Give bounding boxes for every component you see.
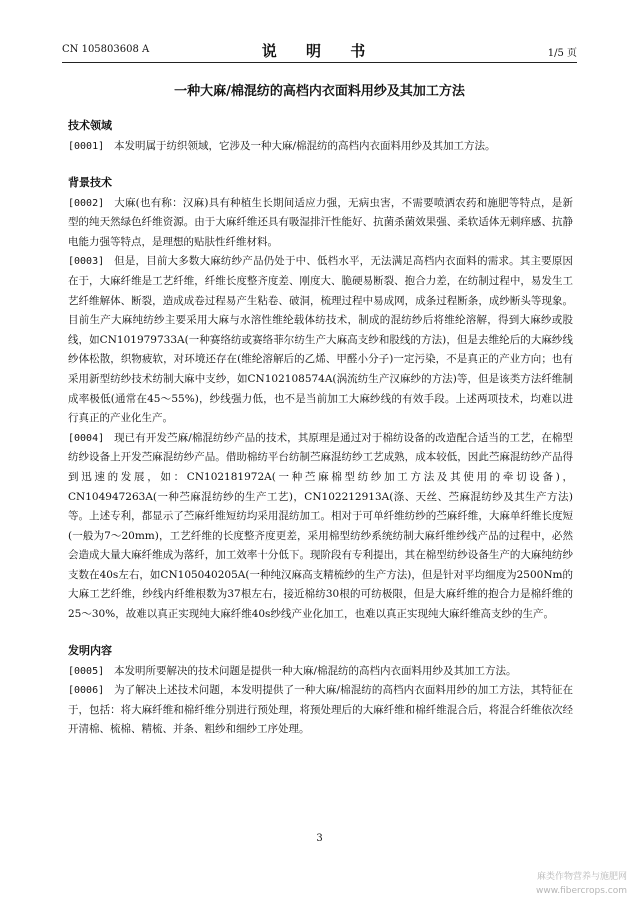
paragraph-number: [0002] [68, 197, 105, 209]
page-number: 3 [316, 833, 323, 844]
paragraph-text: 大麻(也有称：汉麻)具有种植生长期间适应力强，无病虫害，不需要喷洒农药和施肥等特点，是新型的纯天然绿色纤维资源。由于大麻纤维还具有吸湿排汗性能好、抗菌杀菌效果强、柔软适体无刺痒感、抗静电能力强等特点，是理想的贴肤性纤维材料。 [68, 196, 573, 248]
paragraph-0006 [68, 681, 573, 740]
paragraph-number: [0004] [68, 432, 105, 444]
watermark [536, 870, 627, 898]
paragraph-text: 本发明属于纺织领域，它涉及一种大麻/棉混纺的高档内衣面料用纱及其加工方法。 [114, 140, 496, 152]
paragraph-text: 但是，目前大多数大麻纺纱产品仍处于中、低档水平，无法满足高档内衣面料的需求。其主要原因在于，大麻纤维是工艺纤维，纤维长度整齐度差、刚度大、脆硬易断裂、抱合力差，在纺制过程中，易发生工艺纤维解体、断裂，造成成卷过程易产生粘卷、破洞，梳理过程中易成网，成条过程断条，成纱断头等现象。目前生产大麻纯纺纱主要采用大麻与水溶性维纶载体纺技术，制成的混纺纱后将维纶溶解，得到大麻纱或股线，如CN101979733A(一种赛络纺或赛络菲尔纺生产大麻高支纱和股线的方法)，但是去维纶后的大麻纱线纱体松散，织物疲软，对环境还存在(维纶溶解后的乙烯、甲醛小分子)一定污染，不是真正的产业方向；也有采用新型纺纱技术纺制大麻中支纱，如CN102108574A(涡流纺生产汉麻纱的方法)等，但是该类方法纤维制成率极低(通常在45～55%)，纱线强力低，也不是当前加工大麻纱线的有效手段。上述两项技术，均难以进行真正的产业化生产。 [68, 255, 573, 425]
paragraph-number: [0001] [68, 141, 105, 152]
paragraph-0004 [68, 429, 573, 625]
paragraph-text: 为了解决上述技术问题，本发明提供了一种大麻/棉混纺的高档内衣面料用纱的加工方法，其特征在于，包括：将大麻纤维和棉纤维分别进行预处理，将预处理后的大麻纤维和棉纤维混合后，将混合纤维依次经开清棉、梳棉、精梳、并条、粗纱和细纱工序处理。 [68, 684, 573, 736]
page-header [62, 40, 577, 60]
section-background [68, 175, 573, 625]
watermark-line: www.fibercrops.com [536, 886, 627, 896]
document-title: 一种大麻/棉混纺的高档内衣面料用纱及其加工方法 [174, 84, 465, 99]
section-invention [68, 643, 573, 740]
paragraph-number: [0006] [68, 685, 105, 697]
header-rule [62, 62, 577, 63]
paragraph-0005 [68, 662, 573, 682]
paragraph-0003 [68, 252, 573, 428]
section-heading: 发明内容 [68, 643, 112, 657]
page-info: 1/5 页 [547, 48, 577, 59]
paragraph-text: 现已有开发苎麻/棉混纺纱产品的技术，其原理是通过对于棉纺设备的改造配合适当的工艺，在棉型纺纱设备上开发苎麻混纺纱产品。借助棉纺平台纺制苎麻混纺纱工艺成熟，成本较低，因此苎麻混纺纱产品得到迅速的发展，如：CN102181972A(一种苎麻棉型纺纱加工方法及其使用的牵切设备)，CN104947263A(一种苎麻混纺纱的生产工艺)，CN102212913A(涤、天丝、苎麻混纺纱及其生产方法)等。上述专利，都显示了苎麻纤维短纺均采用混纺加工。相对于可单纤维纺纱的苎麻纤维，大麻单纤维长度短(一般为7～20mm)，工艺纤维的长度整齐度更差，采用棉型纺纱系统纺制大麻纤维纱线产品的过程中，必然会造成大量大麻纤维成为落纤，加工效率十分低下。现阶段有专利提出，其在棉型纺纱设备生产的大麻纯纺纱支数在40s左右，如CN105040205A(一种纯汉麻高支精梳纱的生产方法)，但是针对平均细度为2500Nm的大麻工艺纤维，纱线内纤维根数为37根左右，接近棉纺30根的可纺极限，但是大麻纤维的抱合力是棉纤维的25～30%，故难以真正实现纯大麻纤维40s纱线产业化加工，也难以真正实现纯大麻纤维高支纱的生产。 [68, 431, 573, 621]
paragraph-text: 本发明所要解决的技术问题是提供一种大麻/棉混纺的高档内衣面料用纱及其加工方法。 [114, 664, 517, 677]
paragraph-number: [0005] [68, 665, 105, 677]
document-body [68, 118, 573, 758]
paragraph-number: [0003] [68, 256, 105, 268]
section-heading: 技术领域 [68, 119, 112, 132]
section-heading: 背景技术 [68, 175, 112, 189]
section-title: 说 明 书 [261, 42, 378, 60]
paragraph-0001 [68, 137, 573, 157]
section-field [68, 118, 573, 157]
patent-number: CN 105803608 A [62, 44, 150, 55]
watermark-line: 麻类作物营养与施肥网 [536, 872, 627, 882]
paragraph-0002 [68, 194, 573, 253]
